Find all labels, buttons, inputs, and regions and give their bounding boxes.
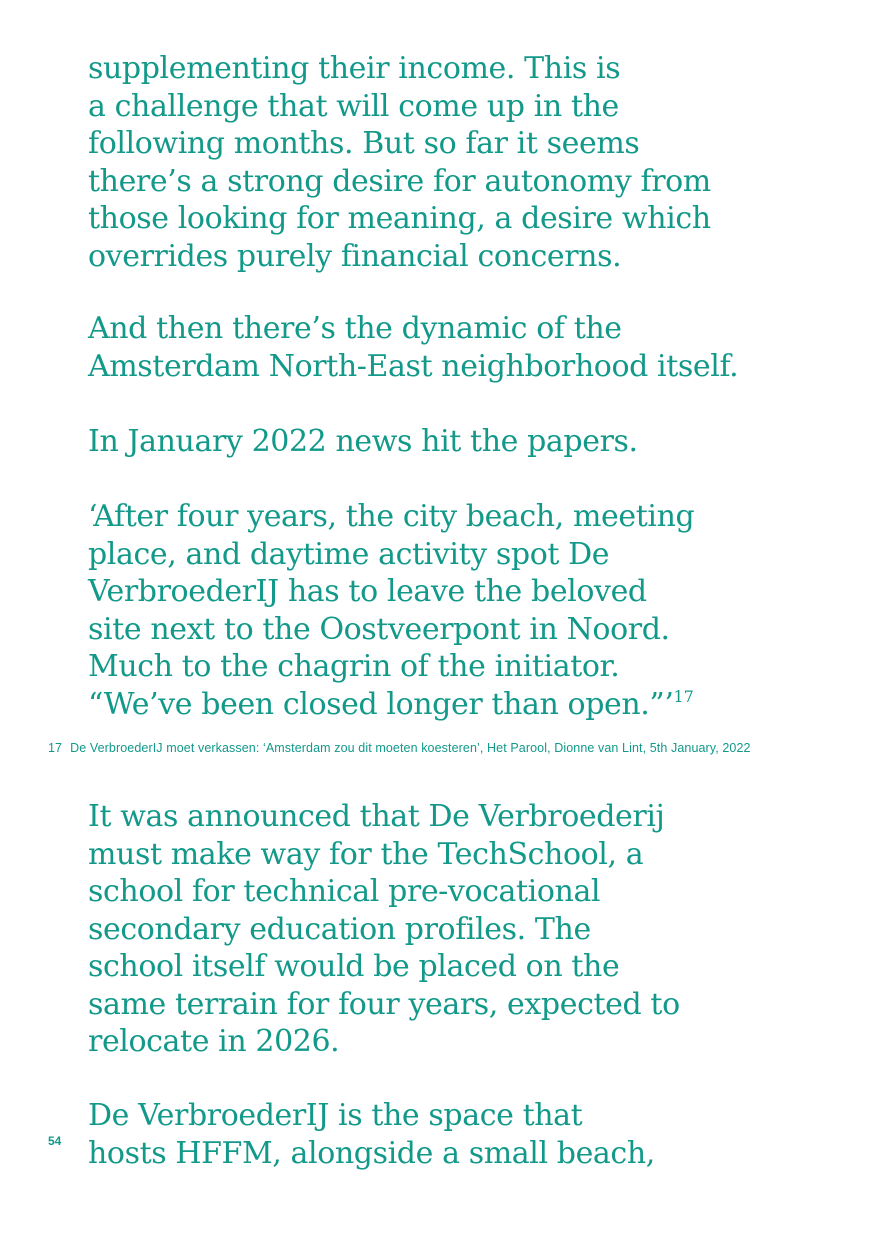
text-line: De VerbroederIJ is the space that bbox=[88, 1098, 583, 1133]
text-line: site next to the Oostveerpont in Noord. bbox=[88, 611, 670, 647]
text-line: same terrain for four years, expected to bbox=[88, 986, 680, 1022]
text-line: VerbroederIJ has to leave the beloved bbox=[88, 574, 647, 609]
text-line: And then there’s the dynamic of the bbox=[88, 311, 622, 346]
text-line: those looking for meaning, a desire which bbox=[88, 201, 711, 236]
text-line: hosts HFFM, alongside a small beach, bbox=[88, 1135, 655, 1171]
text-line: supplementing their income. This is bbox=[88, 51, 621, 86]
text-line: school itself would be placed on the bbox=[88, 949, 620, 984]
footnote bbox=[48, 740, 838, 756]
paragraph-income bbox=[88, 50, 848, 275]
paragraph-quote bbox=[88, 498, 848, 723]
text-line: Amsterdam North-East neighborhood itself. bbox=[88, 348, 739, 384]
text-line: ‘After four years, the city beach, meeting bbox=[88, 499, 695, 534]
text-line: relocate in 2026. bbox=[88, 1024, 340, 1059]
text-line: a challenge that will come up in the bbox=[88, 88, 619, 124]
text-line: place, and daytime activity spot De bbox=[88, 536, 610, 572]
text-line: In January 2022 news hit the papers. bbox=[88, 424, 638, 459]
text-line-content: “We’ve been closed longer than open.”’ bbox=[88, 686, 674, 722]
paragraph-news bbox=[88, 423, 848, 461]
paragraph-techschool bbox=[88, 798, 848, 1061]
text-line: there’s a strong desire for autonomy from bbox=[88, 163, 711, 199]
text-line: Much to the chagrin of the initiator. bbox=[88, 649, 620, 684]
text-line: must make way for the TechSchool, a bbox=[88, 836, 644, 872]
text-line: school for technical pre-vocational bbox=[88, 874, 601, 909]
text-line: overrides purely financial concerns. bbox=[88, 238, 622, 274]
text-line: following months. But so far it seems bbox=[88, 126, 640, 161]
paragraph-verbroederij-space bbox=[88, 1097, 848, 1172]
footnote-number: 17 bbox=[48, 741, 63, 755]
page-number: 54 bbox=[48, 1134, 62, 1148]
paragraph-neighborhood bbox=[88, 310, 848, 385]
footnote-text: De VerbroederIJ moet verkassen: ‘Amsterdam zou dit moeten koesteren’, Het Parool, Dionne van Lint, 5th January, 2022 bbox=[70, 741, 751, 755]
text-line: secondary education profiles. The bbox=[88, 911, 591, 947]
text-line: It was announced that De Verbroederij bbox=[88, 799, 665, 834]
footnote-reference[interactable]: 17 bbox=[673, 686, 694, 706]
text-line bbox=[88, 686, 848, 724]
